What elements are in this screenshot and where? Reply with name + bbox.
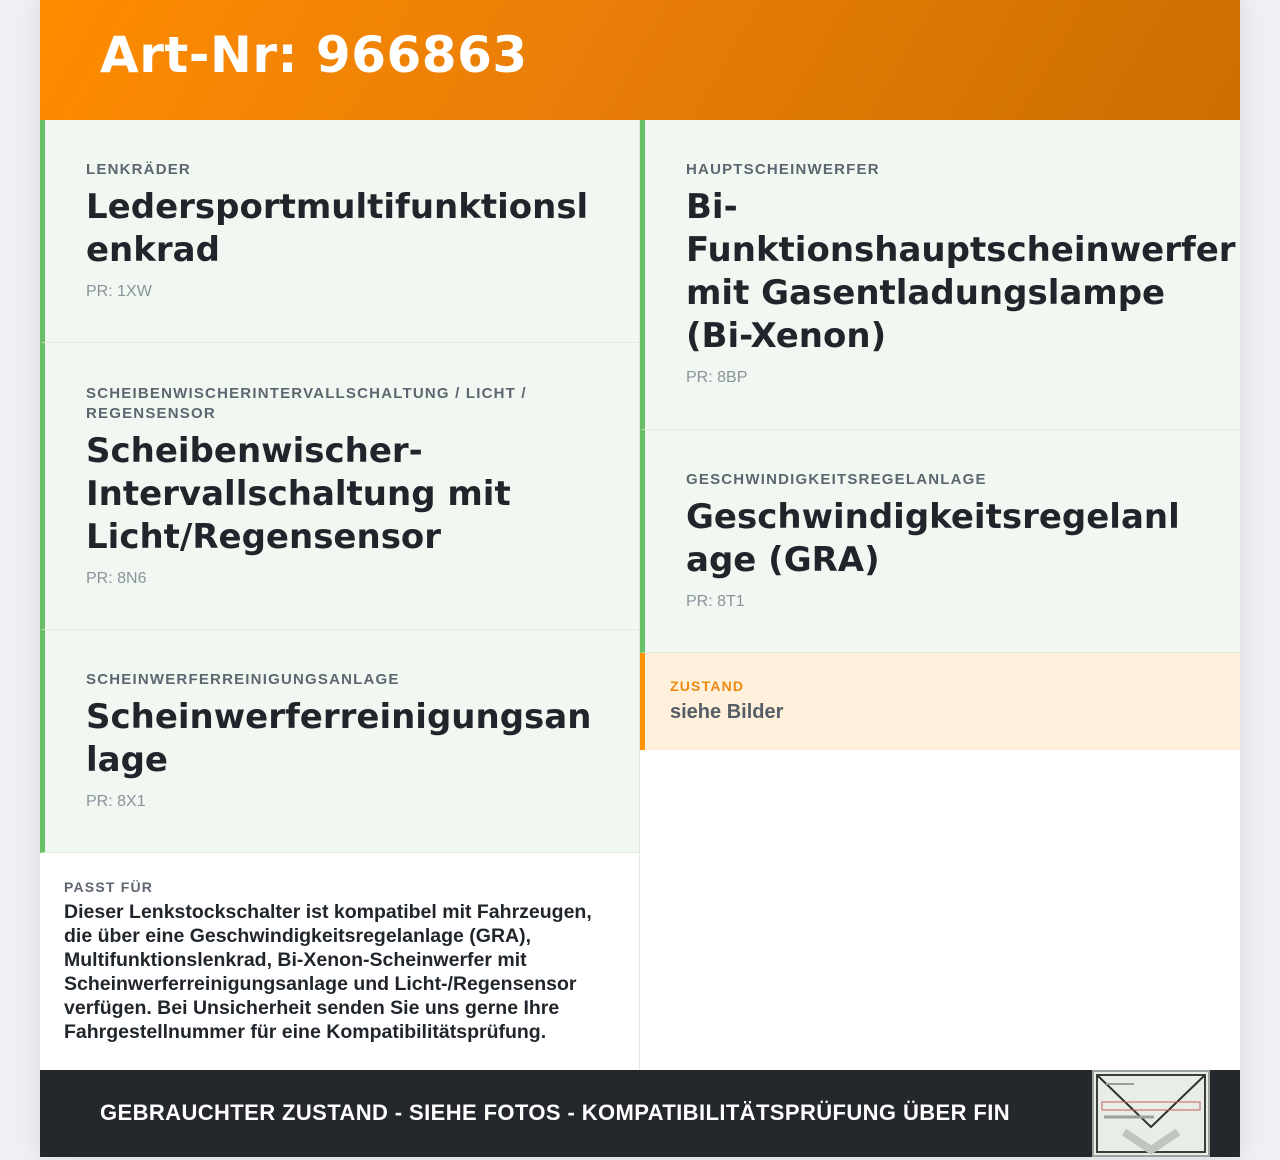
article-number-title: Art-Nr: 966863: [100, 26, 528, 84]
feature-category: SCHEINWERFERREINIGUNGSANLAGE: [86, 671, 400, 688]
photo-thumbnail-icon: [1094, 1072, 1208, 1155]
feature-card: [40, 630, 639, 853]
feature-pr-code: PR: 8T1: [686, 593, 745, 610]
feature-columns: [40, 120, 1240, 1070]
feature-name: Ledersportmultifunktionslenkrad: [86, 187, 589, 270]
feature-name: Scheibenwischer-Intervallschaltung mit Licht/Regensensor: [86, 431, 511, 557]
condition-box: [640, 653, 1240, 750]
feature-name: Scheinwerferreinigungsanlage: [86, 697, 592, 780]
compatibility-label: PASST FÜR: [64, 879, 154, 895]
feature-category: HAUPTSCHEINWERFER: [686, 161, 880, 178]
condition-label: ZUSTAND: [670, 678, 745, 694]
left-column: [40, 120, 640, 1070]
feature-pr-code: PR: 8N6: [86, 570, 147, 587]
product-sheet: [40, 0, 1240, 1157]
feature-card: [40, 343, 639, 630]
feature-category: LENKRÄDER: [86, 161, 191, 178]
feature-name: Geschwindigkeitsregelanlage (GRA): [686, 497, 1180, 580]
feature-pr-code: PR: 8BP: [686, 369, 748, 386]
compatibility-section: [40, 853, 639, 1070]
feature-name: Bi-Funktionshauptscheinwerfer mit Gasentladungslampe (Bi-Xenon): [686, 187, 1236, 356]
feature-pr-code: PR: 8X1: [86, 793, 146, 810]
header-banner: [40, 0, 1240, 120]
feature-pr-code: PR: 1XW: [86, 283, 152, 300]
footer-text: GEBRAUCHTER ZUSTAND - SIEHE FOTOS - KOMPATIBILITÄTSPRÜFUNG ÜBER FIN: [100, 1099, 1011, 1125]
footer-banner: [40, 1070, 1240, 1157]
feature-card: [40, 120, 639, 343]
feature-category: SCHEIBENWISCHERINTERVALLSCHALTUNG / LICHT / REGENSENSOR: [86, 385, 527, 422]
product-photo-thumbnail: [1092, 1070, 1210, 1157]
feature-card: [640, 120, 1240, 430]
right-column: [640, 120, 1240, 1070]
feature-category: GESCHWINDIGKEITSREGELANLAGE: [686, 471, 987, 488]
condition-value: siehe Bilder: [670, 701, 784, 723]
compatibility-text: Dieser Lenkstockschalter ist kompatibel mit Fahrzeugen, die über eine Geschwindigkeitsregelanlage (GRA), Multifunktionslenkrad, Bi-Xenon-Scheinwerfer mit Scheinwerferreinigungsanlage und Licht-/Regensensor verfügen. Bei Unsicherheit senden Sie uns gerne Ihre Fahrgestellnummer für eine Kompatibilitätsprüfung.: [64, 901, 592, 1043]
feature-card: [640, 430, 1240, 653]
